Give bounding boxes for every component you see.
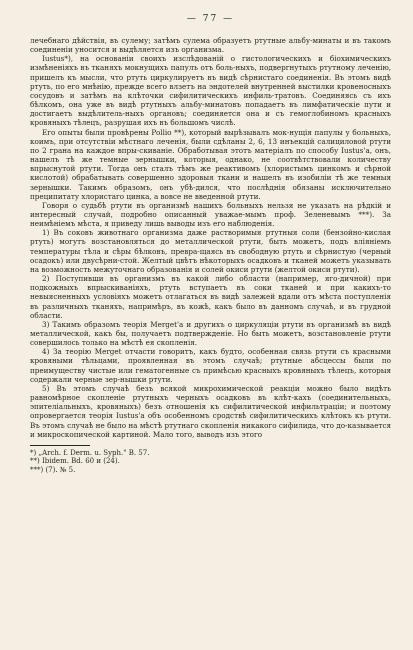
paragraph: Iustus*), на основаніи своихъ изслѣдованій о гистологическихъ и біохимическихъ измѣненіяхъ въ тканяхъ мокнущихъ папулъ отъ боль-ныхъ, подвергнутыхъ ртутному леченію, пришелъ къ мысли, что ртуть циркулируетъ въ видѣ сѣрнистаго соединенія. Въ этомъ видѣ ртуть, по его мнѣнію, прежде всего влзетъ на эндотелей внутренней выстилки кровеносныхъ сосудовъ и затѣмъ на клѣточки сифилитическихъ инфиль-тратовъ. Соединяясь съ ихъ бѣлкомъ, она уже въ видѣ ртутныхъ альбу-минатовъ попадаетъ въ лимфатическіе пути и достигаетъ выдѣлитель-ныхъ органовъ; соединяется она и съ гемоглобиномъ красныхъ кровяныхъ тѣлецъ, разрушая ихъ въ большомъ числѣ.: [30, 54, 391, 128]
paragraph: Говоря о судьбѣ ртути въ организмѣ нашихъ больныхъ нельзя не указать на рѣдкій и интересный случай, подробно описанный уважае-мымъ проф. Зеленевымъ ***). За неимѣніемъ мѣста, я приведу лишь выводы изъ его наблюденія.: [30, 200, 391, 229]
paragraph: лечебнаго дѣйствія, въ сулему; затѣмъ сулема образуетъ ртутные альбу-минаты и въ такомъ соединеніи уносится и выдѣляется изъ организма.: [30, 36, 391, 55]
paragraph: 2) Поступивши въ организмъ въ какой либо области (например, яго-дичной) при подкожныхъ впрыскиваніяхъ, ртуть вступаетъ въ соки тканей и при какихъ-то невыясненныхъ условіяхъ можетъ отлагаться въ видѣ залежей вдали отъ мѣста поступленія въ различныхъ тканяхъ, напримѣръ, въ кожѣ, какъ было въ данномъ случаѣ, и въ грудной области.: [30, 274, 391, 320]
paragraph: 5) Въ этомъ случаѣ безъ всякой микрохимической реакціи можно было видѣть равномѣрное скопленіе ртутныхъ черныхъ осадковъ въ клѣт-кахъ (соединительныхъ, эпителіальныхъ, кровяныхъ) безъ отношенія къ сифилитической инфильтраціи; и поэтому опровергается теорія Iustus'а объ особенномъ сродствѣ сифилитическихъ клѣтокъ къ ртути. Въ этомъ случаѣ не было на мѣстѣ ртутнаго скопленія никакого сифилида, что до-казывается и микроскопической картиной. Мало того, выводъ изъ этого: [30, 383, 391, 439]
body-text: [30, 36, 391, 439]
paragraph: 4) За теорію Merget отчасти говоритъ, какъ будто, особенная связь ртути съ красными кровяными тѣльцами, проявленная въ этомъ случаѣ; ртутные абсцессы были по преимуществу чистые или гематогенные съ примѣсью красныхъ кровяныхъ тѣлецъ, которыя содержали черные зер-нышки ртути.: [30, 347, 391, 384]
footnote-divider: [30, 445, 90, 446]
paragraph: 1) Въ соковъ животнаго организма даже растворимыя ртутныя соли (бензойно-кислая ртуть) могутъ возстановляться до металлической ртути, быть можетъ, подъ вліяніемъ температуры тѣла и сѣры бѣлковъ, превра-щаясь въ свободную ртуть и сѣрнистую (черный осадокъ) или двусѣрни-стой. Желтый цвѣтъ нѣкоторыхъ осадковъ и тканей можетъ указывать на возможность межуточнаго образованія и солей окиси ртути (желтой окиси ртути).: [30, 228, 391, 274]
paragraph: Его опыты были провѣрены Pollio **), который вырѣзывалъ мок-нущія папулы у больныхъ, коимъ, при отсутствіи мѣстнаго леченія, были сдѣланы 2, 6, 13 инъекцій салициловой ртути по 2 грана на каждое впры-скиваніе. Обработывая этотъ матеріалъ по способу Iustus'а, онъ, нашелъ тѣ же темные зернышки, которыя, однако, не соотвѣтствовали количеству впрыснутой ртути. Тогда онъ сталъ тѣмъ же реактивомъ (хлористымъ цинкомъ и сѣрной кислотой) обрабатывать совершенно здоровыя ткани и нашелъ въ изобиліи тѣ же темныя зернышки. Такимъ образомъ, онъ убѣ-дился, что послѣднія обязаны исключительно преципитату хлористаго цинка, а вовсе не введенной ртути.: [30, 127, 391, 201]
footnote: ***) (7). № 5.: [30, 466, 76, 475]
paragraph: 3) Такимъ образомъ теорія Merget'а и другихъ о циркуляціи ртути въ организмѣ въ видѣ металлической, какъ бы, получаетъ подтвержденіе. Но быть можетъ, возстановленіе ртути совершилось только на мѣстѣ ея скопленія.: [30, 319, 391, 348]
page-number: — 77 —: [186, 14, 235, 24]
footnotes: [30, 449, 391, 475]
footnote: *) „Arch. f. Derm. u. Syph." B. 57.: [30, 448, 150, 457]
footnote: **) Ibidem. Bd. 60 и (24).: [30, 457, 120, 466]
